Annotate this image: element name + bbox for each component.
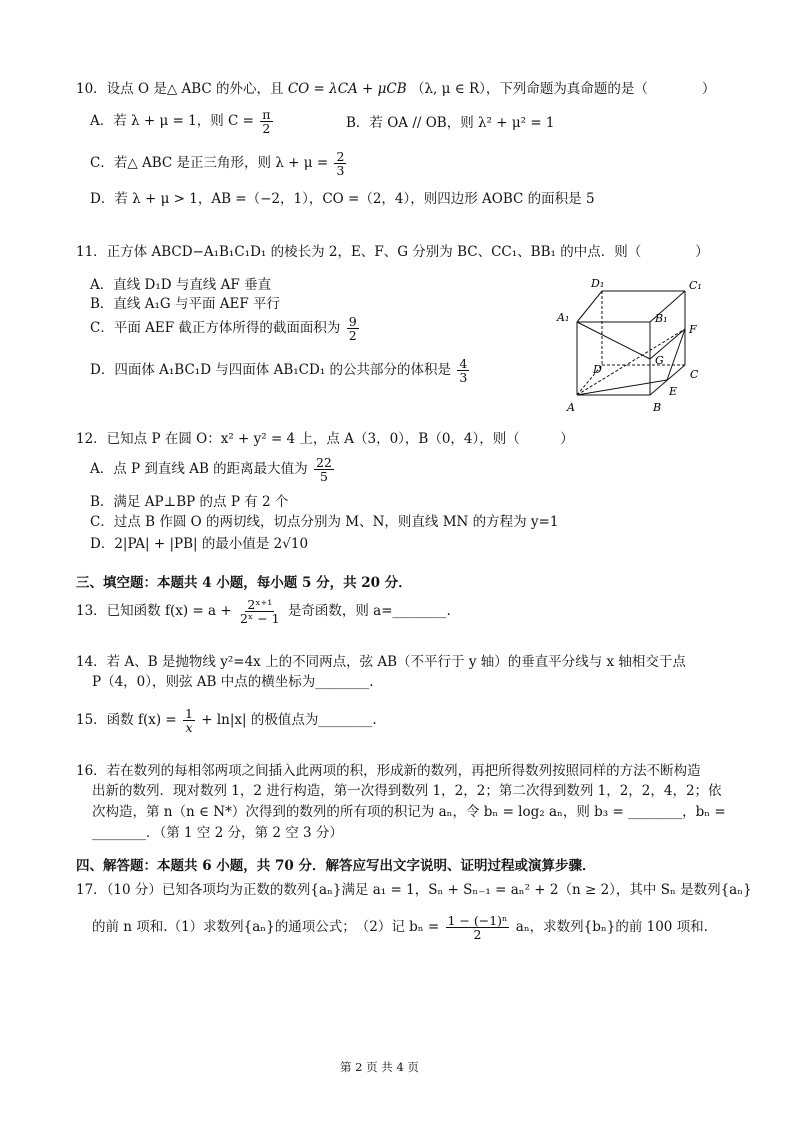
q10-a-fraction bbox=[260, 108, 272, 135]
q11-d-den: 3 bbox=[459, 370, 468, 386]
q10-stem-text: 10．设点 O 是△ ABC 的外心，且 bbox=[76, 81, 284, 97]
q14-line1: 14．若 A、B 是抛物线 y²=4x 上的不同两点，弦 AB（不平行于 y 轴）的垂直平分线与 x 轴相交于点 bbox=[76, 654, 686, 670]
q10-stem-tail: （λ, μ ∈ R），下列命题为真命题的是（ ） bbox=[410, 81, 716, 97]
q13-fraction bbox=[238, 598, 282, 625]
q11-d-num: 4 bbox=[459, 356, 468, 371]
q17-text: 的前 n 项和.（1）求数列{aₙ}的通项公式； （2）记 bₙ = bbox=[92, 919, 440, 936]
label-g: G bbox=[655, 354, 664, 367]
label-c: C bbox=[690, 368, 699, 381]
q15 bbox=[76, 707, 377, 734]
q14-line2: P（4，0），则弦 AB 中点的横坐标为________. bbox=[92, 674, 374, 690]
q16-line1: 16．若在数列的每相邻两项之间插入此两项的积，形成新的数列，再把所得数列按照同样的方法不断构造 bbox=[76, 763, 701, 779]
label-b: B bbox=[653, 401, 662, 414]
q12-option-c: C．过点 B 作圆 O 的两切线，切点分别为 M、N，则直线 MN 的方程为 y=1 bbox=[90, 514, 559, 530]
section-4-heading: 四、解答题：本题共 6 小题，共 70 分．解答应写出文字说明、证明过程或演算步骤． bbox=[76, 858, 596, 874]
q10-c-fraction bbox=[334, 150, 346, 177]
line-ae bbox=[577, 380, 667, 395]
q12-stem: 12．已知点 P 在圆 O：x² + y² = 4 上，点 A（3，0），B（0，4），则（ ） bbox=[76, 431, 574, 447]
q12-a-den: 5 bbox=[319, 469, 328, 485]
page-footer: 第 2 页 共 4 页 bbox=[340, 1060, 419, 1074]
label-e: E bbox=[669, 385, 678, 398]
q17-line2 bbox=[92, 914, 708, 941]
q10-c-num: 2 bbox=[336, 149, 345, 164]
label-c1: C₁ bbox=[689, 279, 702, 292]
q12-option-d: D．2|PA| + |PB| 的最小值是 2√10 bbox=[90, 536, 309, 552]
q15-text: 15．函数 f(x) = bbox=[76, 712, 177, 729]
q11-option-c bbox=[90, 315, 361, 342]
q12-a-num: 22 bbox=[315, 455, 332, 470]
q11-option-a: A．直线 D₁D 与直线 AF 垂直 bbox=[90, 277, 272, 293]
q13-den: 2ˣ − 1 bbox=[239, 611, 280, 627]
q10-a-den: 2 bbox=[262, 121, 271, 137]
q13-tail: 是奇函数，则 a=________. bbox=[287, 603, 451, 620]
q15-den: x bbox=[185, 720, 193, 736]
line-a1g bbox=[577, 322, 650, 359]
q16-line3: 次构造，第 n（n ∈ N*）次得到的数列的所有项的积记为 aₙ，令 bₙ = log₂ aₙ，则 b₃ = ________，bₙ = bbox=[92, 804, 726, 820]
q12-option-b: B．满足 AP⊥BP 的点 P 有 2 个 bbox=[90, 494, 289, 510]
q17-tail: aₙ，求数列{bₙ}的前 100 项和. bbox=[515, 919, 708, 936]
q13-num: 2ˣ⁺¹ bbox=[247, 597, 273, 612]
q15-fraction bbox=[183, 707, 195, 734]
q17-fraction bbox=[446, 914, 510, 941]
label-f: F bbox=[689, 323, 697, 336]
section-3-heading: 三、填空题：本题共 4 小题，每小题 5 分，共 20 分． bbox=[76, 575, 412, 591]
q13 bbox=[76, 598, 451, 625]
q10-option-d: D．若 λ + μ > 1，AB =（−2，1），CO =（2，4），则四边形 AOBC 的面积是 5 bbox=[90, 191, 595, 207]
q16-line2: 出新的数列．现对数列 1，2 进行构造，第一次得到数列 1，2，2；第二次得到数列 1，2，2，4，2；依 bbox=[92, 783, 722, 799]
q11-option-b: B．直线 A₁G 与平面 AEF 平行 bbox=[90, 296, 281, 312]
label-a: A bbox=[567, 401, 575, 414]
q11-c-text: C．平面 AEF 截正方体所得的截面面积为 bbox=[90, 320, 341, 337]
q10-a-text: A．若 λ + μ = 1，则 C = bbox=[90, 113, 254, 130]
q10-c-den: 3 bbox=[336, 163, 345, 179]
q15-tail: + ln|x| 的极值点为________. bbox=[201, 712, 377, 729]
q16-line4: ________．（第 1 空 2 分，第 2 空 3 分） bbox=[92, 825, 343, 841]
q17-line1: 17．（10 分）已知各项均为正数的数列{aₙ}满足 a₁ = 1，Sₙ + Sₙ₋₁ = aₙ² + 2（n ≥ 2），其中 Sₙ 是数列{aₙ} bbox=[76, 882, 752, 898]
q17-num: 1 − (−1)ⁿ bbox=[447, 913, 508, 928]
label-d: D bbox=[593, 363, 602, 376]
q13-text: 13．已知函数 f(x) = a + bbox=[76, 603, 232, 620]
edge-a1d1 bbox=[577, 291, 602, 322]
q11-stem: 11．正方体 ABCD−A₁B₁C₁D₁ 的棱长为 2，E、F、G 分别为 BC、CC₁、BB₁ 的中点．则（ ） bbox=[76, 244, 709, 260]
q11-c-fraction bbox=[347, 315, 359, 342]
q10-stem bbox=[76, 80, 715, 98]
q17-den: 2 bbox=[473, 927, 482, 943]
q10-option-c bbox=[90, 150, 348, 177]
q10-c-text: C．若△ ABC 是正三角形，则 λ + μ = bbox=[90, 155, 329, 172]
q12-option-a bbox=[90, 456, 336, 483]
q10-option-b: B．若 OA // OB，则 λ² + μ² = 1 bbox=[346, 115, 555, 131]
q15-num: 1 bbox=[185, 706, 193, 721]
q11-c-num: 9 bbox=[348, 314, 357, 329]
q10-vector-equation: CO = λCA + μCB bbox=[287, 81, 407, 97]
q11-option-d bbox=[90, 357, 471, 384]
label-b1: B₁ bbox=[655, 312, 668, 325]
q10-a-num: π bbox=[262, 107, 271, 122]
q12-a-fraction bbox=[314, 456, 334, 483]
label-d1: D₁ bbox=[591, 277, 605, 290]
q11-d-text: D．四面体 A₁BC₁D 与四面体 AB₁CD₁ 的公共部分的体积是 bbox=[90, 362, 452, 379]
q10-option-a bbox=[90, 108, 275, 135]
cube-diagram bbox=[555, 275, 715, 420]
q11-d-fraction bbox=[457, 357, 469, 384]
q12-a-text: A．点 P 到直线 AB 的距离最大值为 bbox=[90, 461, 308, 478]
label-a1: A₁ bbox=[557, 311, 570, 324]
q11-c-den: 2 bbox=[348, 328, 357, 344]
